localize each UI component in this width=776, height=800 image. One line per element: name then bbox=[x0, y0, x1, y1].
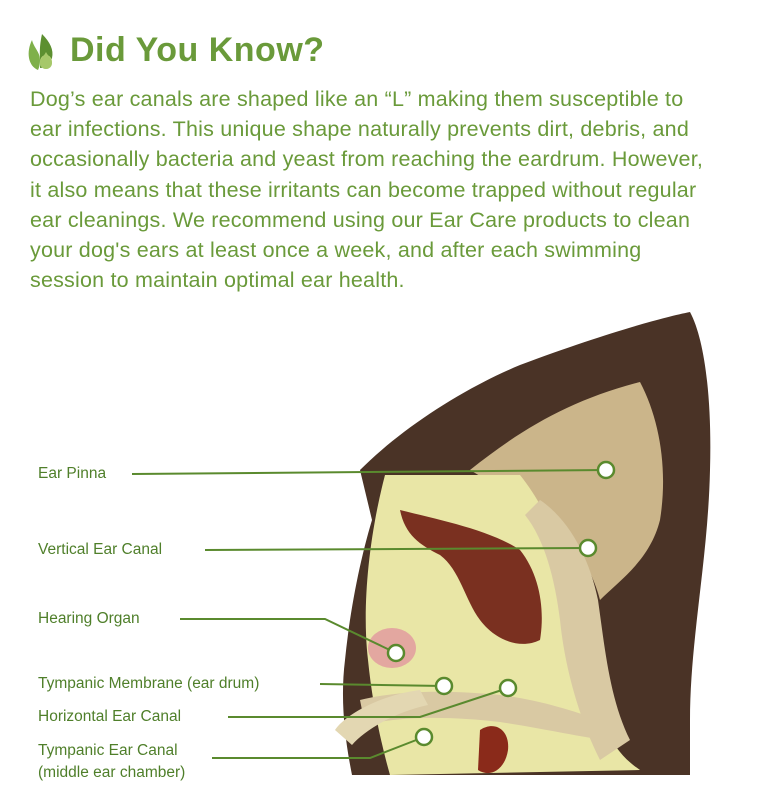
label-tympanic-membrane: Tympanic Membrane (ear drum) bbox=[38, 675, 260, 692]
intro-paragraph: Dog’s ear canals are shaped like an “L” making them susceptible to ear infections. This unique shape naturally prevents dirt, debris, and occasionally bacteria and yeast from reaching the eardrum. However, it also means that these irritants can become trapped without regular ear cleanings. We recommend using our Ear Care products to clean your dog's ears at least once a week, and after each swimming session to maintain optimal ear health. bbox=[30, 87, 704, 293]
label-middle-ear-chamber: (middle ear chamber) bbox=[38, 764, 186, 781]
label-hearing-organ: Hearing Organ bbox=[38, 610, 140, 627]
label-horizontal-ear-canal: Horizontal Ear Canal bbox=[38, 708, 182, 725]
label-tympanic-ear-canal: Tympanic Ear Canal bbox=[38, 742, 178, 759]
marker-tympanic-canal bbox=[416, 729, 432, 745]
label-vertical-ear-canal: Vertical Ear Canal bbox=[38, 541, 163, 558]
marker-vertical-canal bbox=[580, 540, 596, 556]
page-title: Did You Know? bbox=[70, 30, 325, 69]
marker-ear-pinna bbox=[598, 462, 614, 478]
label-ear-pinna: Ear Pinna bbox=[38, 465, 107, 482]
marker-horizontal-canal bbox=[500, 680, 516, 696]
marker-tympanic-membrane bbox=[436, 678, 452, 694]
marker-hearing-organ bbox=[388, 645, 404, 661]
